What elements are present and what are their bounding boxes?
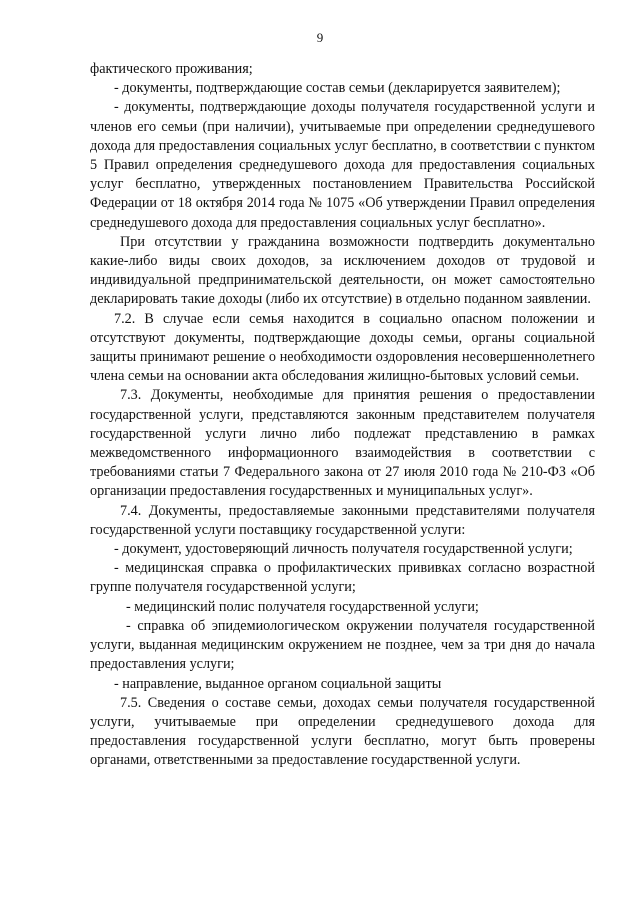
paragraph-13: 7.5. Сведения о составе семьи, доходах семьи получателя государственной услуги, учитываемые при определении среднедушевого дохода для предоставления государственной услуги бесплатно, могут быть проверены органами, ответственными за предоставление государственной услуги. — [90, 694, 595, 769]
paragraph-5: 7.2. В случае если семья находится в социально опасном положении и отсутствуют документы, подтверждающие доходы семьи, органы социальной защиты принимают решение о необходимости оздоровления несовершеннолетнего члена семьи на основании акта обследования жилищно-бытовых условий семьи. — [90, 310, 595, 385]
paragraph-12: - направление, выданное органом социальной защиты — [114, 675, 442, 692]
paragraph-4: При отсутствии у гражданина возможности подтвердить документально какие-либо виды своих доходов, за исключением доходов от трудовой и индивидуальной предпринимательской деятельности, он может самостоятельно декларировать такие доходы (либо их отсутствие) в отдельно поданном заявлении. — [90, 233, 595, 308]
paragraph-8: - документ, удостоверяющий личность получателя государственной услуги; — [114, 541, 573, 558]
paragraph-7: 7.4. Документы, предоставляемые законными представителями получателя государственной услуги поставщику государственной услуги: — [90, 502, 595, 538]
paragraph-2: - документы, подтверждающие состав семьи (декларируется заявителем); — [114, 80, 561, 97]
paragraph-11: - справка об эпидемиологическом окружении получателя государственной услуги, выданная медицинским окружением не позднее, чем за три дня до начала предоставления услуги; — [90, 617, 595, 673]
paragraph-9: - медицинская справка о профилактических прививках согласно возрастной группе получателя государственной услуги; — [90, 560, 595, 596]
page-number: 9 — [316, 30, 324, 45]
paragraph-10: - медицинский полис получателя государственной услуги; — [126, 598, 479, 615]
paragraph-6: 7.3. Документы, необходимые для принятия решения о предоставлении государственной услуги, представляются законным представителем получателя государственной услуги лично либо подлежат представлению в рамках межведомственного информационного взаимодействия в соответствии с требованиями статьи 7 Федерального закона от 27 июля 2010 года № 210-ФЗ «Об организации предоставления государственных и муниципальных услуг». — [90, 387, 595, 500]
paragraph-1: фактического проживания; — [90, 61, 253, 77]
document-body — [90, 60, 595, 771]
paragraph-3: - документы, подтверждающие доходы получателя государственной услуги и членов его семьи (при наличии), учитываемые при определении среднедушевого дохода для предоставления социальных услуг бесплатно, в соответствии с пунктом 5 Правил определения среднедушевого дохода для предоставления социальных услуг бесплатно, утвержденных постановлением Правительства Российской Федерации от 18 октября 2014 года № 1075 «Об утверждении Правил определения среднедушевого дохода для предоставления социальных услуг бесплатно». — [90, 99, 595, 231]
